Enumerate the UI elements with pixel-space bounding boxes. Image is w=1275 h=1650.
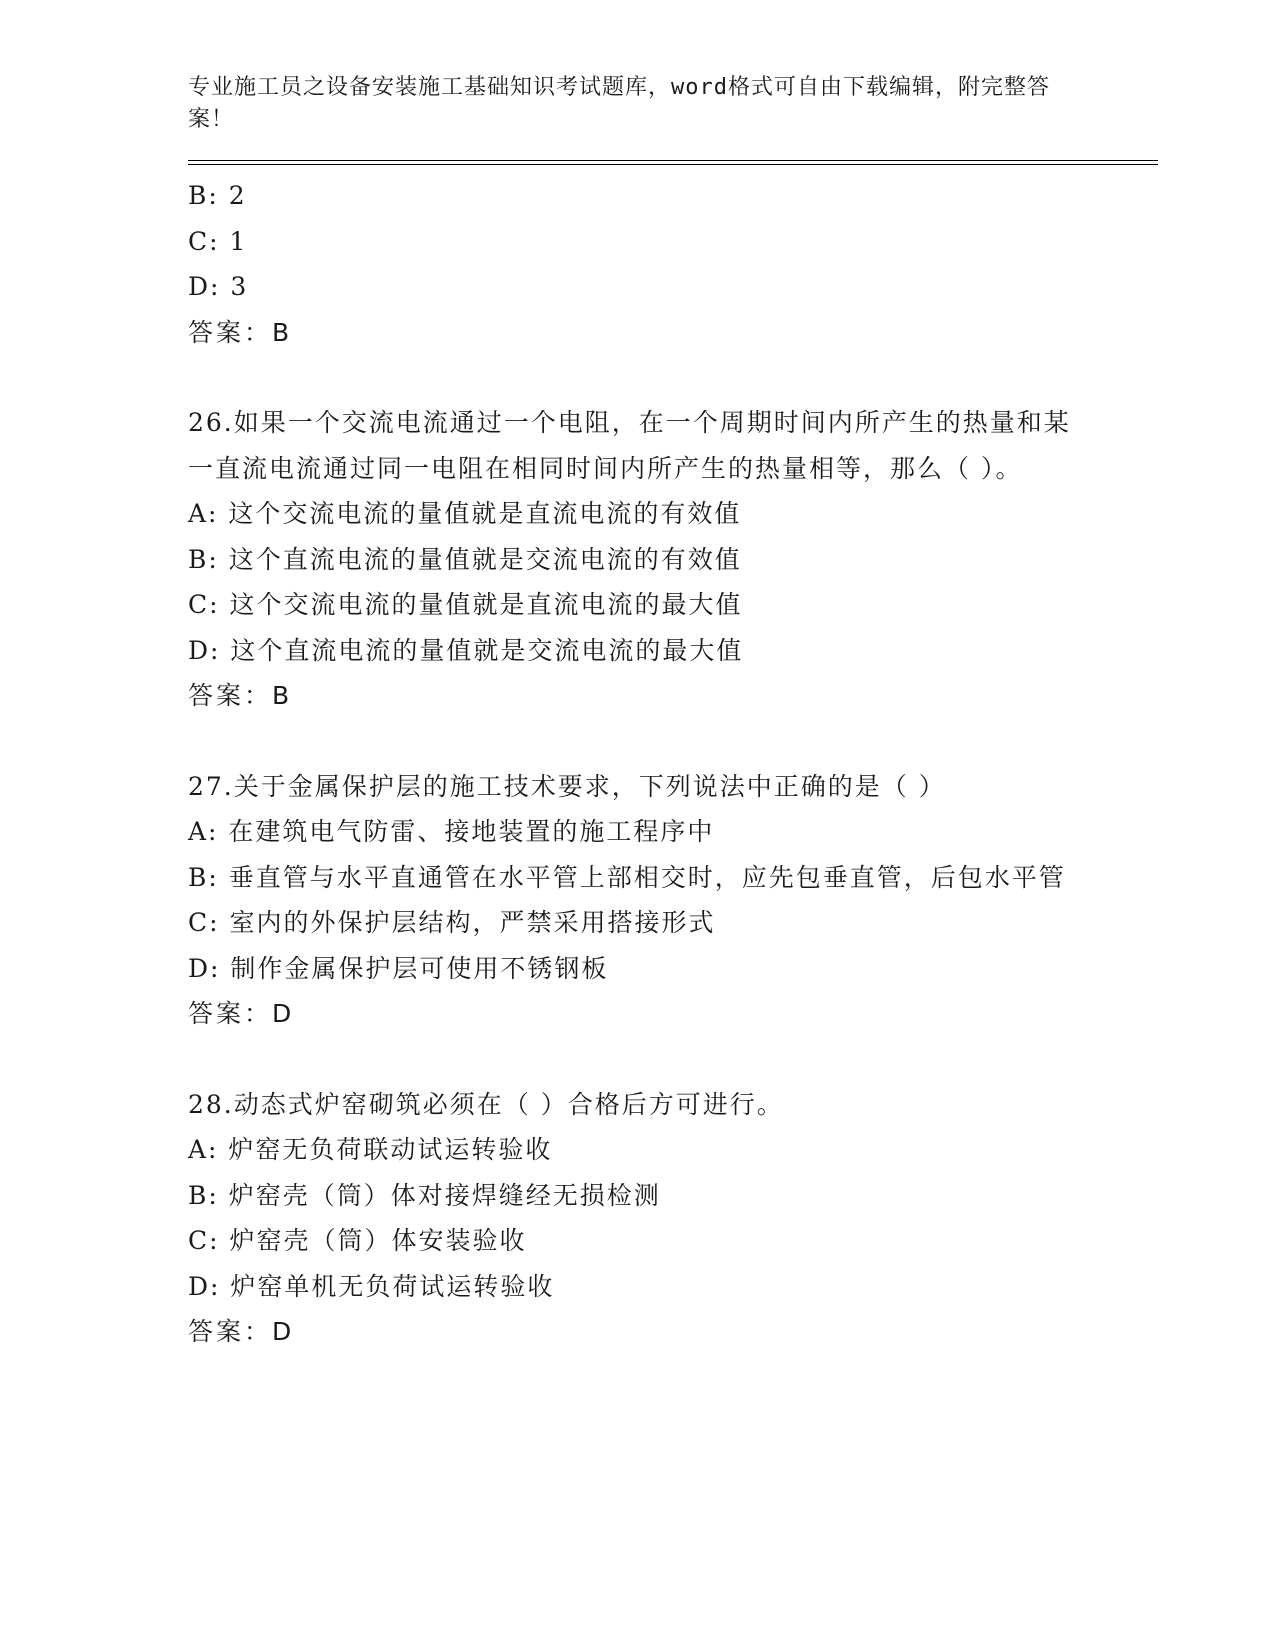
option-d: D: 炉窑单机无负荷试运转验收 [188,1271,555,1301]
spacer [188,719,1158,764]
question-block-partial [188,173,1158,355]
answer-line: 答案：D [188,1317,295,1346]
option-b: B: 这个直流电流的量值就是交流电流的有效值 [188,544,742,574]
option-c: C: 炉窑壳（筒）体安装验收 [188,1226,527,1255]
option-b: B: 垂直管与水平直通管在水平管上部相交时，应先包垂直管，后包水平管 [188,862,1066,892]
answer-line: 答案：B [188,317,293,347]
header-divider [188,160,1158,165]
question-block-27 [188,764,1158,1037]
option-c: C: 1 [188,226,248,256]
option-d: D: 制作金属保护层可使用不锈钢板 [188,953,609,983]
option-b: B: 2 [188,181,247,210]
question-stem: 28.动态式炉窑砌筑必须在（ ）合格后方可进行。 [188,1089,784,1119]
option-d: D: 这个直流电流的量值就是交流电流的最大值 [188,635,744,665]
answer-line: 答案：D [188,999,295,1028]
spacer [188,355,1158,400]
option-a: A: 在建筑电气防雷、接地装置的施工程序中 [188,817,715,846]
document-header: 专业施工员之设备安装施工基础知识考试题库，word格式可自由下载编辑，附完整答案！ [188,75,1050,132]
question-stem: 27.关于金属保护层的施工技术要求，下列说法中正确的是（ ） [188,771,946,801]
document-page [188,72,1158,1355]
question-list [188,173,1158,1355]
option-d: D: 3 [188,272,249,301]
spacer [188,1037,1158,1082]
option-c: C: 室内的外保护层结构，严禁采用搭接形式 [188,908,716,937]
question-block-28 [188,1082,1158,1355]
answer-line: 答案：B [188,681,293,710]
option-c: C: 这个交流电流的量值就是直流电流的最大值 [188,590,743,619]
option-b: B: 炉窑壳（筒）体对接焊缝经无损检测 [188,1180,661,1210]
question-block-26 [188,400,1158,719]
question-stem: 26.如果一个交流电流通过一个电阻，在一个周期时间内所产生的热量和某一直流电流通过同一电阻在相同时间内所产生的热量相等，那么（ ）。 [188,408,1071,483]
option-a: A: 这个交流电流的量值就是直流电流的有效值 [188,499,742,528]
option-a: A: 炉窑无负荷联动试运转验收 [188,1135,553,1164]
